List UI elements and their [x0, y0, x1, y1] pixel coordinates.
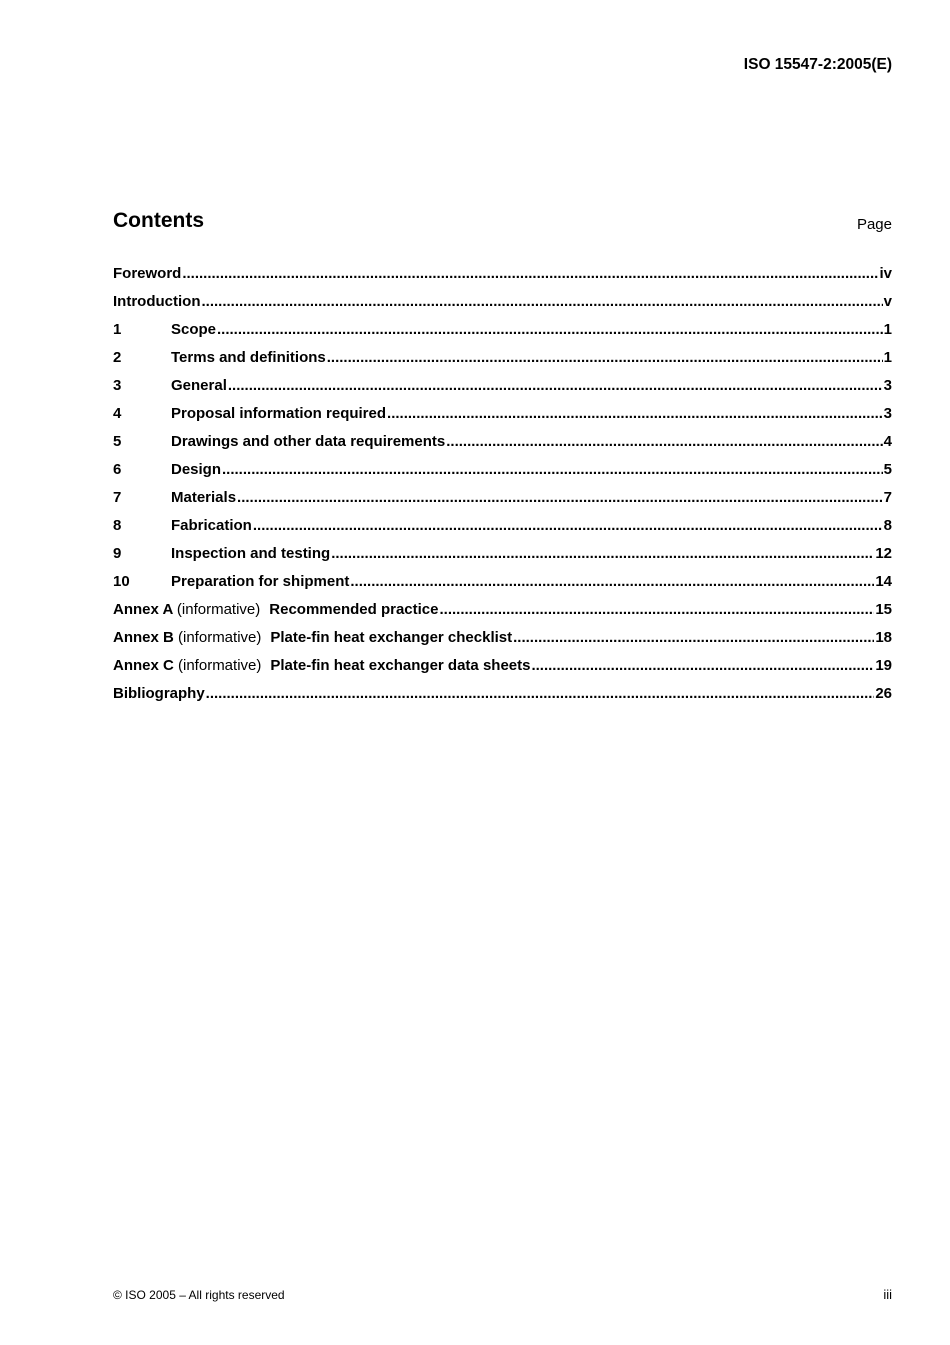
toc-entry-title: Terms and definitions	[171, 349, 326, 366]
toc-entry-design[interactable]	[113, 461, 892, 489]
toc-entry-materials[interactable]	[113, 489, 892, 517]
toc-entry-number: 3	[113, 377, 122, 394]
toc-entry-title: Inspection and testing	[171, 545, 331, 562]
toc-entry-title: Fabrication	[171, 517, 252, 534]
toc-leader-dots	[201, 293, 882, 310]
toc-entry-annex-b[interactable]	[113, 629, 892, 657]
toc-entry-page: 12	[875, 545, 892, 562]
toc-entry-title: General	[171, 377, 227, 394]
toc-entry-inspection[interactable]	[113, 545, 892, 573]
toc-entry-proposal-information[interactable]	[113, 405, 892, 433]
toc-leader-dots	[531, 657, 874, 674]
toc-entry-title: Bibliography	[113, 685, 205, 702]
toc-entry-page: 1	[883, 321, 892, 338]
toc-entry-number: 2	[113, 349, 122, 366]
toc-leader-dots	[387, 405, 883, 422]
annex-label: Annex A	[113, 601, 173, 618]
toc-entry-page: 15	[875, 601, 892, 618]
toc-entry-title: Scope	[171, 321, 217, 338]
toc-entry-page: 18	[875, 629, 892, 646]
toc-entry-title: Drawings and other data requirements	[171, 433, 446, 450]
toc-leader-dots	[327, 349, 883, 366]
annex-type: (informative)	[178, 657, 262, 674]
toc-entry-title: Preparation for shipment	[171, 573, 350, 590]
toc-entry-number: 7	[113, 489, 122, 506]
toc-entry-title: Materials	[171, 489, 237, 506]
toc-entry-number: 1	[113, 321, 122, 338]
toc-entry-page: 7	[883, 489, 892, 506]
toc-entry-number: 10	[113, 573, 130, 590]
toc-entry-page: 14	[875, 573, 892, 590]
annex-heading	[113, 629, 270, 646]
toc-entry-page: 19	[875, 657, 892, 674]
annex-label: Annex C	[113, 657, 174, 674]
annex-type: (informative)	[176, 601, 261, 618]
toc-leader-dots	[237, 489, 883, 506]
document-id: ISO 15547-2:2005(E)	[743, 56, 892, 73]
toc-entry-scope[interactable]	[113, 321, 892, 349]
toc-entry-drawings[interactable]	[113, 433, 892, 461]
toc-entry-terms-and-definitions[interactable]	[113, 349, 892, 377]
copyright-notice: © ISO 2005 – All rights reserved	[113, 1288, 285, 1302]
toc-entry-title: Design	[171, 461, 222, 478]
toc-entry-title: Proposal information required	[171, 405, 387, 422]
toc-leader-dots	[253, 517, 883, 534]
toc-entry-page: 3	[883, 377, 892, 394]
toc-entry-general[interactable]	[113, 377, 892, 405]
toc-leader-dots	[182, 265, 878, 282]
toc-leader-dots	[217, 321, 883, 338]
toc-entry-page: 8	[883, 517, 892, 534]
toc-entry-number: 4	[113, 405, 122, 422]
page-column-label: Page	[856, 216, 892, 233]
table-of-contents	[113, 265, 892, 713]
toc-entry-title: Introduction	[113, 293, 201, 310]
toc-entry-page: v	[883, 293, 892, 310]
toc-entry-number: 8	[113, 517, 122, 534]
toc-entry-page: 26	[875, 685, 892, 702]
toc-leader-dots	[206, 685, 875, 702]
toc-leader-dots	[331, 545, 874, 562]
toc-entry-page: 1	[883, 349, 892, 366]
toc-entry-title: Recommended practice	[269, 601, 439, 618]
toc-entry-page: 3	[883, 405, 892, 422]
toc-entry-annex-c[interactable]	[113, 657, 892, 685]
toc-entry-bibliography[interactable]	[113, 685, 892, 713]
toc-entry-page: iv	[879, 265, 892, 282]
toc-entry-foreword[interactable]	[113, 265, 892, 293]
annex-heading	[113, 657, 270, 674]
toc-entry-fabrication[interactable]	[113, 517, 892, 545]
toc-entry-title: Plate-fin heat exchanger data sheets	[270, 657, 531, 674]
toc-leader-dots	[513, 629, 874, 646]
toc-entry-title: Plate-fin heat exchanger checklist	[270, 629, 513, 646]
toc-entry-page: 4	[883, 433, 892, 450]
toc-entry-introduction[interactable]	[113, 293, 892, 321]
toc-entry-number: 9	[113, 545, 122, 562]
toc-entry-title: Foreword	[113, 265, 182, 282]
toc-leader-dots	[446, 433, 882, 450]
toc-leader-dots	[440, 601, 875, 618]
annex-heading	[113, 601, 269, 618]
toc-entry-number: 5	[113, 433, 122, 450]
toc-entry-number: 6	[113, 461, 122, 478]
page-number: iii	[883, 1287, 892, 1302]
toc-leader-dots	[222, 461, 883, 478]
annex-type: (informative)	[178, 629, 262, 646]
toc-entry-page: 5	[883, 461, 892, 478]
toc-leader-dots	[350, 573, 874, 590]
annex-label: Annex B	[113, 629, 174, 646]
contents-title: Contents	[113, 209, 204, 232]
toc-leader-dots	[228, 377, 883, 394]
toc-entry-annex-a[interactable]	[113, 601, 892, 629]
toc-entry-shipment[interactable]	[113, 573, 892, 601]
